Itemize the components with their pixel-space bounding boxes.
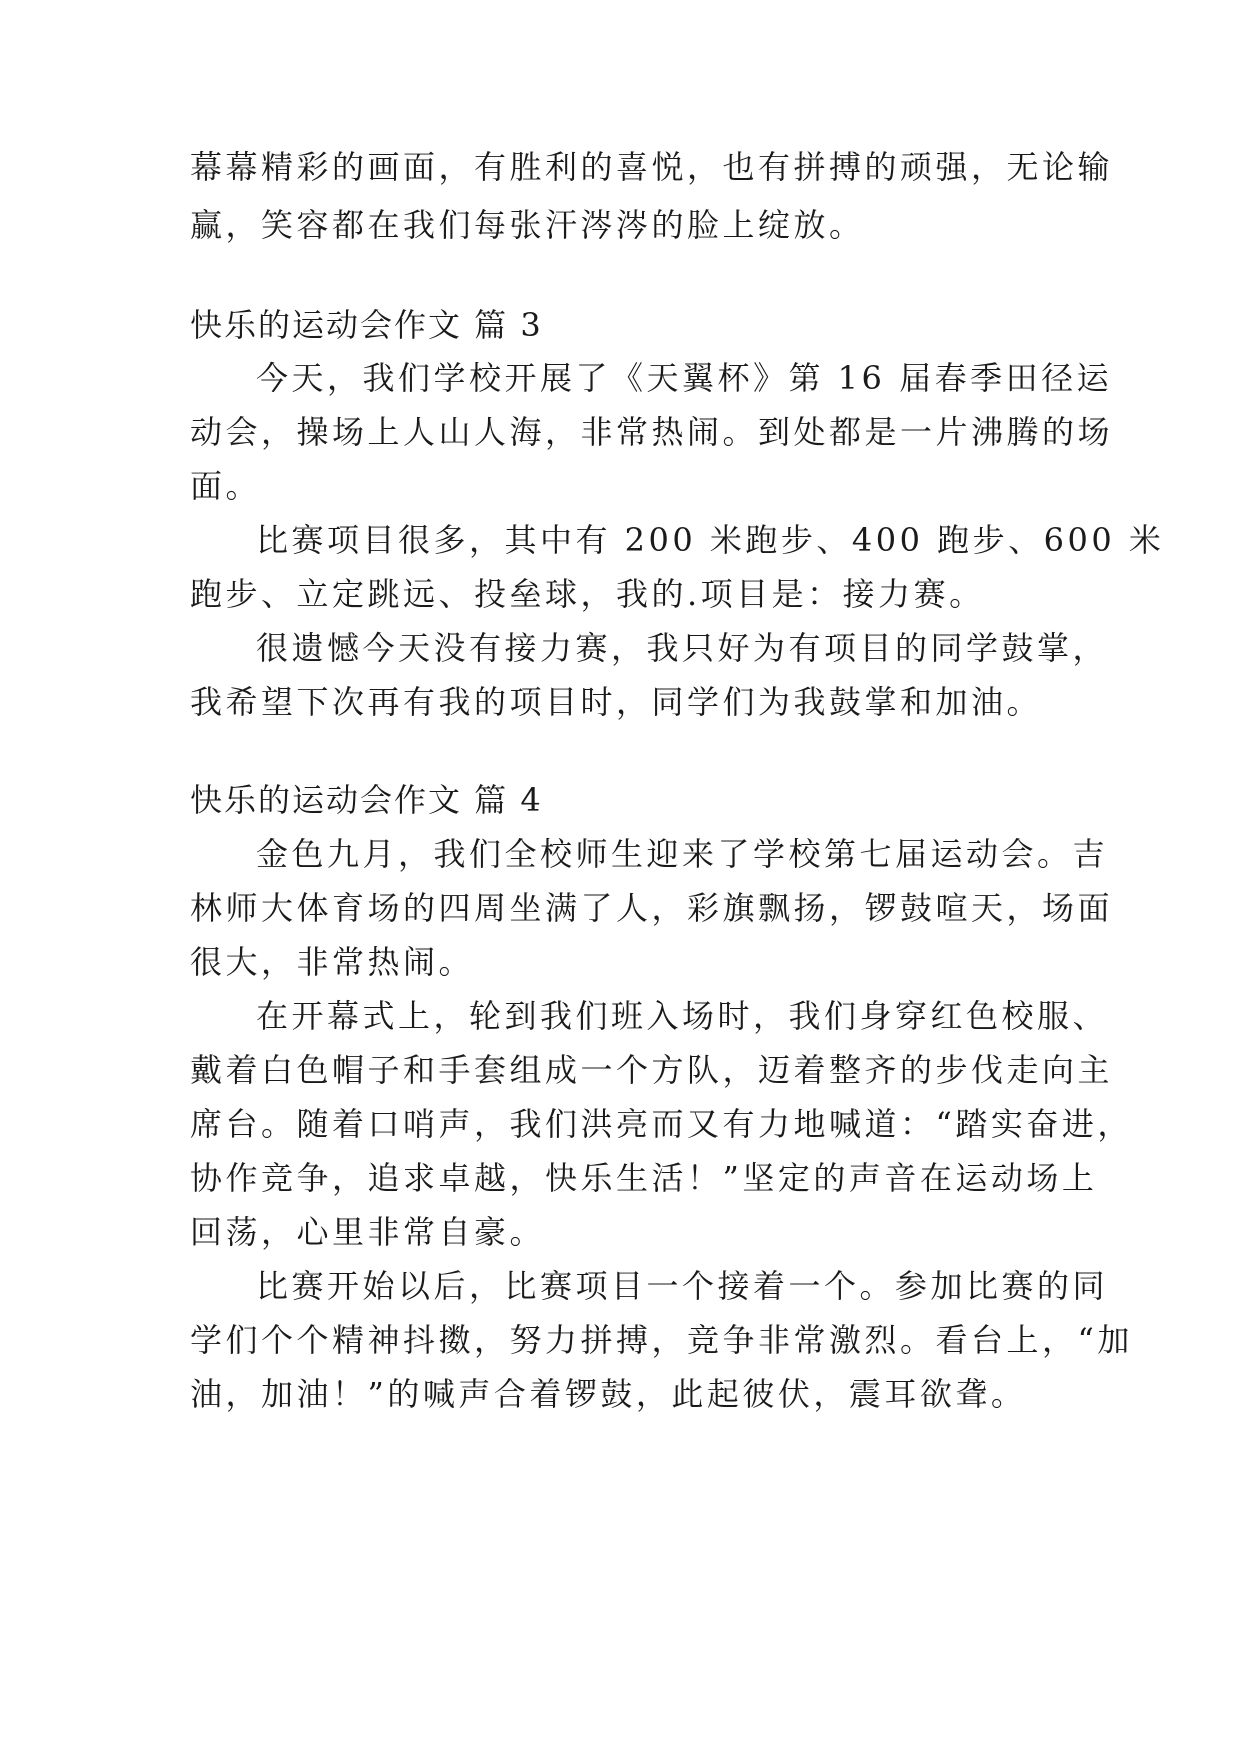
section-4-para-2-line-4: 协作竞争，追求卓越，快乐生活！”坚定的声音在运动场上 bbox=[190, 1159, 1098, 1197]
section-4-heading: 快乐的运动会作文 篇 4 bbox=[190, 781, 543, 819]
section-3-para-2-line-1: 比赛项目很多，其中有 200 米跑步、400 跑步、600 米 bbox=[256, 521, 1165, 559]
section-4-para-2-line-2: 戴着白色帽子和手套组成一个方队，迈着整齐的步伐走向主 bbox=[190, 1051, 1114, 1089]
section-4-para-3-line-1: 比赛开始以后，比赛项目一个接着一个。参加比赛的同 bbox=[256, 1267, 1109, 1305]
section-3-para-1-line-1: 今天，我们学校开展了《天翼杯》第 16 届春季田径运 bbox=[256, 359, 1113, 397]
section-4-para-1-line-2: 林师大体育场的四周坐满了人，彩旗飘扬，锣鼓喧天，场面 bbox=[190, 889, 1114, 927]
section-3-para-3-line-1: 很遗憾今天没有接力赛，我只好为有项目的同学鼓掌， bbox=[256, 629, 1109, 667]
intro-line-1: 幕幕精彩的画面，有胜利的喜悦，也有拼搏的顽强，无论输 bbox=[190, 148, 1114, 186]
section-4-para-3-line-3: 油，加油！”的喊声合着锣鼓，此起彼伏，震耳欲聋。 bbox=[190, 1375, 1027, 1413]
section-4-para-1-line-1: 金色九月，我们全校师生迎来了学校第七届运动会。吉 bbox=[256, 835, 1109, 873]
section-3-para-1-line-3: 面。 bbox=[190, 467, 262, 505]
section-3-heading: 快乐的运动会作文 篇 3 bbox=[190, 306, 543, 344]
section-4-para-1-line-3: 很大，非常热闹。 bbox=[190, 943, 475, 981]
section-3-para-1-line-2: 动会，操场上人山人海，非常热闹。到处都是一片沸腾的场 bbox=[190, 413, 1114, 451]
section-4-para-2-line-3: 席台。随着口哨声，我们洪亮而又有力地喊道：“踏实奋进， bbox=[190, 1105, 1133, 1143]
section-4-para-2-line-1: 在开幕式上，轮到我们班入场时，我们身穿红色校服、 bbox=[256, 997, 1109, 1035]
section-3-para-2-line-2: 跑步、立定跳远、投垒球，我的.项目是：接力赛。 bbox=[190, 575, 985, 613]
intro-line-2: 赢，笑容都在我们每张汗涔涔的脸上绽放。 bbox=[190, 206, 865, 244]
section-4-para-2-line-5: 回荡，心里非常自豪。 bbox=[190, 1213, 546, 1251]
section-4-para-3-line-2: 学们个个精神抖擞，努力拼搏，竞争非常激烈。看台上，“加 bbox=[190, 1321, 1133, 1359]
section-3-para-3-line-2: 我希望下次再有我的项目时，同学们为我鼓掌和加油。 bbox=[190, 683, 1043, 721]
